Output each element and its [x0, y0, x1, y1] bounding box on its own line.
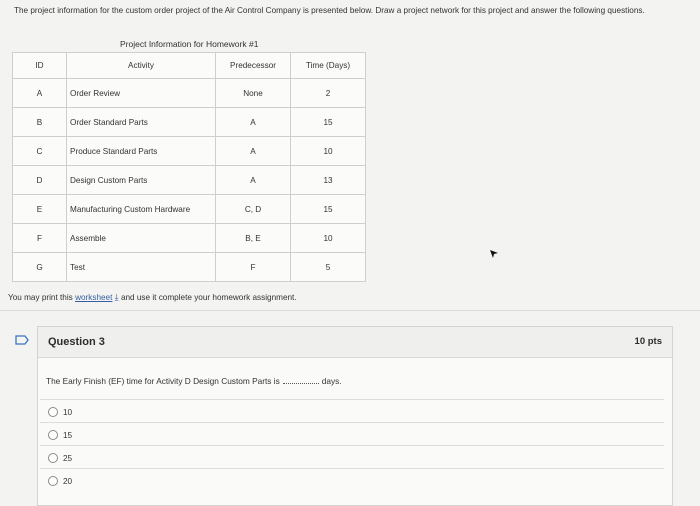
- cell-activity: Test: [67, 253, 216, 282]
- option-label: 10: [63, 407, 73, 417]
- cell-id: D: [13, 166, 67, 195]
- radio-button[interactable]: [48, 453, 58, 463]
- cell-time: 15: [291, 108, 366, 137]
- question-card: [37, 326, 673, 506]
- cell-time: 15: [291, 195, 366, 224]
- cell-activity: Order Standard Parts: [67, 108, 216, 137]
- answer-option[interactable]: [48, 407, 72, 417]
- cell-activity: Design Custom Parts: [67, 166, 216, 195]
- instructions-text: The project information for the custom order project of the Air Control Company is presented below. Draw a project network for this project and answer the following questions.: [14, 6, 645, 15]
- option-label: 20: [63, 476, 73, 486]
- flag-question-icon[interactable]: [15, 335, 29, 345]
- table-row: [13, 137, 366, 166]
- table-header-row: [13, 53, 366, 79]
- header-predecessor: Predecessor: [216, 53, 291, 79]
- question-title: Question 3: [48, 336, 105, 348]
- cell-activity: Produce Standard Parts: [67, 137, 216, 166]
- cell-time: 10: [291, 224, 366, 253]
- header-id: ID: [13, 53, 67, 79]
- cell-predecessor: A: [216, 166, 291, 195]
- cell-predecessor: None: [216, 79, 291, 108]
- question-header: [38, 327, 672, 358]
- question-points: 10 pts: [634, 336, 662, 347]
- cell-activity: Assemble: [67, 224, 216, 253]
- cell-time: 13: [291, 166, 366, 195]
- table-row: [13, 253, 366, 282]
- cell-id: F: [13, 224, 67, 253]
- divider: [40, 399, 664, 400]
- cell-id: A: [13, 79, 67, 108]
- question-text-after: days.: [321, 376, 342, 386]
- cell-activity: Order Review: [67, 79, 216, 108]
- answer-option[interactable]: [48, 430, 72, 440]
- cell-predecessor: B, E: [216, 224, 291, 253]
- project-info-table: [12, 52, 366, 282]
- worksheet-note: [8, 292, 297, 303]
- cell-id: C: [13, 137, 67, 166]
- option-label: 15: [63, 430, 73, 440]
- download-icon[interactable]: ⤓: [114, 292, 119, 302]
- mouse-cursor-icon: [489, 249, 499, 259]
- worksheet-link[interactable]: worksheet: [75, 293, 113, 302]
- cell-predecessor: A: [216, 137, 291, 166]
- cell-time: 5: [291, 253, 366, 282]
- question-text: [46, 375, 342, 386]
- answer-option[interactable]: [48, 453, 72, 463]
- section-divider: [0, 310, 700, 311]
- table-row: [13, 195, 366, 224]
- answer-option[interactable]: [48, 476, 72, 486]
- cell-predecessor: A: [216, 108, 291, 137]
- note-text-before: You may print this: [8, 293, 73, 302]
- table-row: [13, 79, 366, 108]
- table-row: [13, 108, 366, 137]
- question-text-before: The Early Finish (EF) time for Activity D Design Custom Parts is: [46, 376, 280, 386]
- table-row: [13, 166, 366, 195]
- divider: [40, 468, 664, 469]
- note-text-after: and use it complete your homework assignment.: [120, 293, 297, 302]
- cell-predecessor: C, D: [216, 195, 291, 224]
- table-caption: Project Information for Homework #1: [120, 39, 259, 49]
- header-time: Time (Days): [291, 53, 366, 79]
- header-activity: Activity: [67, 53, 216, 79]
- cell-id: B: [13, 108, 67, 137]
- divider: [40, 422, 664, 423]
- radio-button[interactable]: [48, 430, 58, 440]
- cell-time: 10: [291, 137, 366, 166]
- radio-button[interactable]: [48, 476, 58, 486]
- cell-id: E: [13, 195, 67, 224]
- cell-activity: Manufacturing Custom Hardware: [67, 195, 216, 224]
- cell-predecessor: F: [216, 253, 291, 282]
- cell-id: G: [13, 253, 67, 282]
- option-label: 25: [63, 453, 73, 463]
- divider: [40, 445, 664, 446]
- table-row: [13, 224, 366, 253]
- radio-button[interactable]: [48, 407, 58, 417]
- cell-time: 2: [291, 79, 366, 108]
- answer-blank: [283, 375, 319, 384]
